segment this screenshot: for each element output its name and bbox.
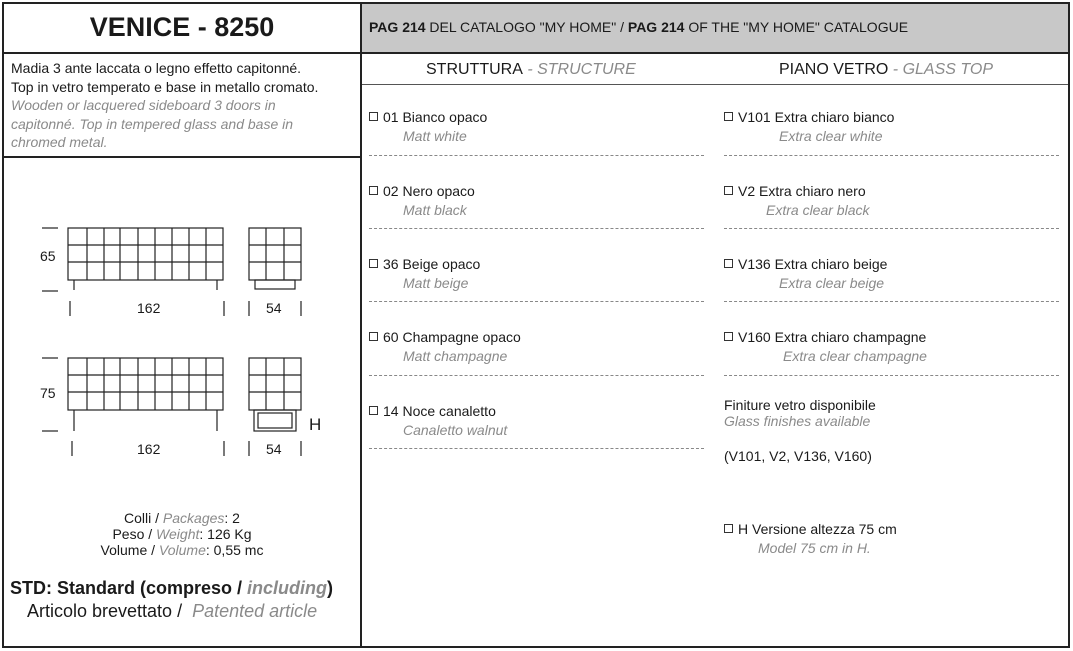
checkbox-icon — [369, 259, 378, 268]
checkbox-icon — [369, 406, 378, 415]
glass-option-en: Extra clear beige — [779, 275, 885, 291]
structure-option-code: 14 Noce canaletto — [383, 403, 496, 419]
description-en: Wooden or lacquered sideboard 3 doors in capitonné. Top in tempered glass and base in chromed metal. — [11, 97, 294, 150]
catalog-reference — [369, 19, 908, 35]
catalog-text-it: DEL CATALOGO "MY HOME" / — [425, 19, 628, 35]
height-75-label: 75 — [40, 385, 56, 401]
glass-head-en: GLASS TOP — [902, 61, 993, 78]
title-divider-right — [362, 52, 1068, 54]
structure-option-code: 01 Bianco opaco — [383, 109, 488, 125]
glass-option — [724, 182, 869, 220]
height-65-label: 65 — [40, 248, 56, 264]
glass-option — [724, 255, 887, 293]
structure-option-en: Canaletto walnut — [403, 422, 508, 438]
glass-option-code: V2 Extra chiaro nero — [738, 183, 866, 199]
structure-option-en: Matt champagne — [403, 348, 508, 364]
glass-available-list: (V101, V2, V136, V160) — [724, 448, 872, 464]
divider — [369, 155, 704, 156]
weight-it: Peso / — [112, 526, 157, 542]
sideboard-front-65-outline — [68, 228, 223, 280]
structure-option — [369, 108, 487, 146]
structure-option-code: 60 Champagne opaco — [383, 329, 521, 345]
height-version — [724, 520, 897, 558]
weight-value: : 126 Kg — [199, 526, 252, 542]
divider — [724, 375, 1059, 376]
structure-option-code: 02 Nero opaco — [383, 183, 475, 199]
structure-option — [369, 328, 521, 366]
sideboard-side-65-outline — [249, 228, 301, 280]
base-frame — [255, 280, 295, 289]
volume-line — [4, 542, 360, 558]
catalog-text-en: OF THE "MY HOME" CATALOGUE — [684, 19, 909, 35]
structure-head-it: STRUTTURA — [426, 61, 523, 78]
depth-54-label-2: 54 — [266, 441, 282, 457]
glass-option — [724, 328, 927, 366]
checkbox-icon — [724, 332, 733, 341]
checkbox-icon — [724, 259, 733, 268]
divider — [369, 228, 704, 229]
glass-head-sep: - — [888, 61, 903, 78]
patent-note — [27, 601, 317, 622]
structure-option-en: Matt beige — [403, 275, 469, 291]
divider — [369, 448, 704, 449]
dimension-drawing — [4, 158, 360, 468]
structure-option-en: Matt white — [403, 128, 467, 144]
title-divider-left — [4, 52, 360, 54]
glass-head-it: PIANO VETRO — [779, 61, 889, 78]
structure-column-head — [426, 61, 636, 79]
checkbox-icon — [369, 332, 378, 341]
sideboard-front-75-outline — [68, 358, 223, 410]
structure-head-en: STRUCTURE — [537, 61, 636, 78]
packages-value: : 2 — [224, 510, 240, 526]
width-162-label-2: 162 — [137, 441, 161, 457]
structure-head-sep: - — [522, 61, 538, 78]
height-version-en: Model 75 cm in H. — [758, 540, 871, 556]
glass-option-code: V136 Extra chiaro beige — [738, 256, 888, 272]
height-version-code: H Versione altezza 75 cm — [738, 521, 897, 537]
catalog-page-en: PAG 214 — [627, 19, 685, 35]
checkbox-icon — [724, 186, 733, 195]
std-en: including — [247, 578, 328, 598]
volume-en: Volume — [158, 542, 206, 558]
structure-option — [369, 255, 480, 293]
glass-option-en: Extra clear white — [779, 128, 883, 144]
glass-available-en: Glass finishes available — [724, 413, 871, 429]
structure-option — [369, 402, 507, 440]
glass-option-code: V101 Extra chiaro bianco — [738, 109, 895, 125]
glass-option — [724, 108, 894, 146]
divider — [724, 228, 1059, 229]
std-suffix: ) — [327, 578, 334, 598]
patent-en: Patented article — [192, 601, 318, 621]
weight-line — [4, 526, 360, 542]
h-version-mark: H — [309, 415, 322, 434]
structure-option-code: 36 Beige opaco — [383, 256, 481, 272]
catalog-page-it: PAG 214 — [369, 19, 426, 35]
std-note — [10, 578, 333, 599]
checkbox-icon — [369, 186, 378, 195]
glass-option-code: V160 Extra chiaro champagne — [738, 329, 927, 345]
capitonne-grid-front-65 — [68, 228, 223, 280]
patent-it: Articolo brevettato / — [27, 601, 193, 621]
divider — [369, 301, 704, 302]
product-description — [11, 59, 356, 152]
depth-54-label: 54 — [266, 300, 282, 316]
divider — [724, 155, 1059, 156]
std-prefix: STD: Standard (compreso / — [10, 578, 248, 598]
glass-option-en: Extra clear black — [766, 202, 870, 218]
packages-en: Packages — [162, 510, 225, 526]
packages-line — [4, 510, 360, 526]
glass-available-it: Finiture vetro disponibile — [724, 397, 876, 413]
column-head-divider — [362, 84, 1068, 85]
structure-option-en: Matt black — [403, 202, 467, 218]
volume-value: : 0,55 mc — [205, 542, 264, 558]
product-title: VENICE - 8250 — [89, 12, 275, 42]
checkbox-icon — [369, 112, 378, 121]
glass-option-en: Extra clear champagne — [783, 348, 927, 364]
checkbox-icon — [724, 524, 733, 533]
divider — [724, 301, 1059, 302]
width-162-label: 162 — [137, 300, 161, 316]
description-it-line1: Madia 3 ante laccata o legno effetto capitonné. — [11, 60, 302, 76]
divider — [369, 375, 704, 376]
checkbox-icon — [724, 112, 733, 121]
description-it-line2: Top in vetro temperato e base in metallo cromato. — [11, 78, 319, 95]
glass-available — [724, 397, 876, 429]
glass-column-head — [779, 61, 993, 79]
sideboard-side-75-outline — [249, 358, 301, 410]
weight-en: Weight — [156, 526, 200, 542]
packages-it: Colli / — [124, 510, 163, 526]
volume-it: Volume / — [100, 542, 159, 558]
column-divider — [360, 2, 362, 648]
structure-option — [369, 182, 475, 220]
